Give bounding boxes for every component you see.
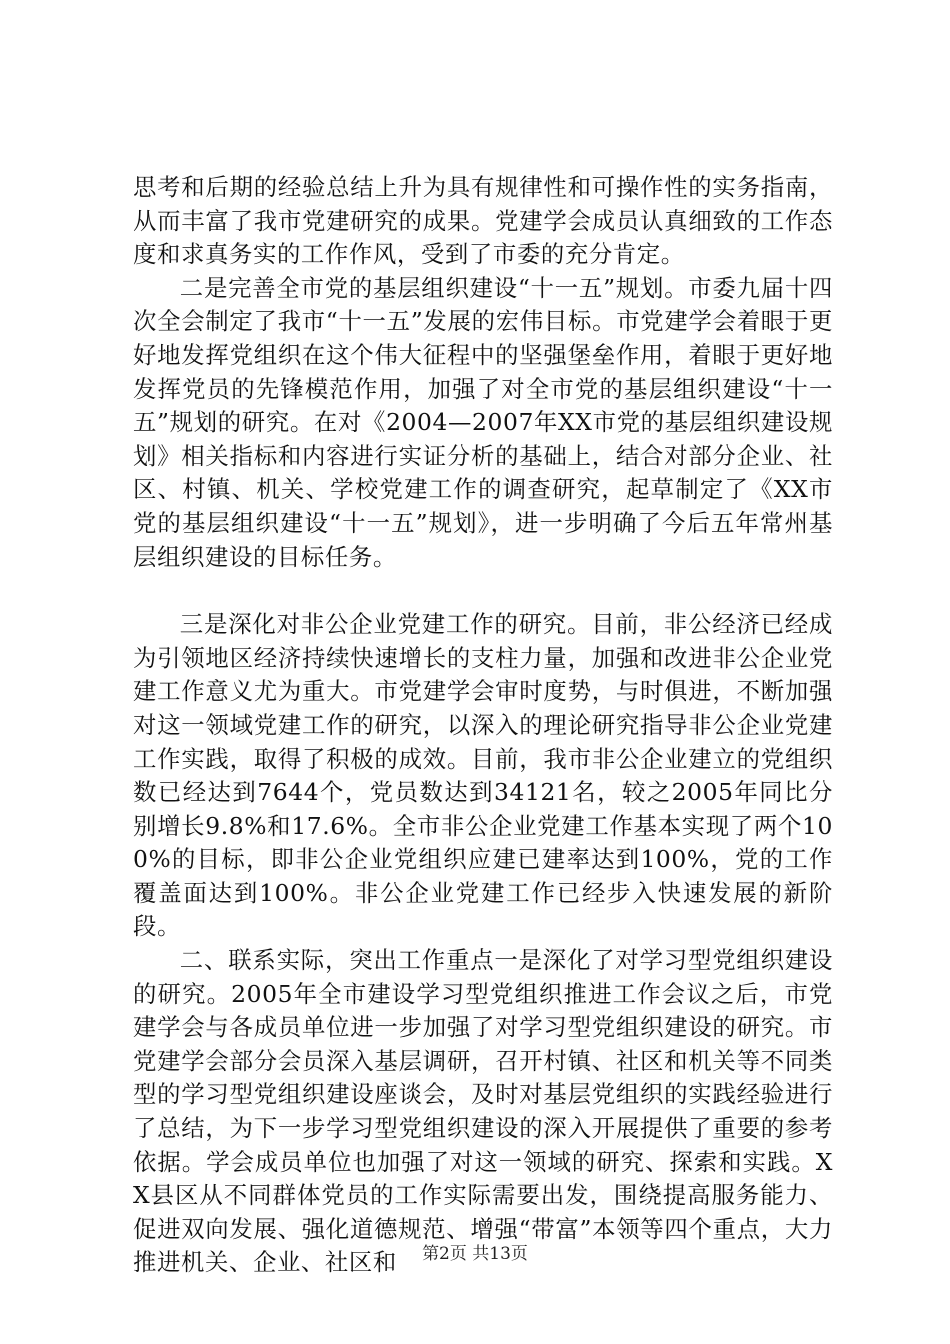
paragraph-gap [133,574,833,608]
document-body [133,171,833,1280]
paragraph-planning: 二是完善全市党的基层组织建设“十一五”规划。市委九届十四次全会制定了我市“十一五”发展的宏伟目标。市党建学会着眼于更好地发挥党组织在这个伟大征程中的坚强堡垒作用，着眼于更好地发挥党员的先锋模范作用，加强了对全市党的基层组织建设“十一五”规划的研究。在对《2004—2007年XX市党的基层组织建设规划》相关指标和内容进行实证分析的基础上，结合对部分企业、社区、村镇、机关、学校党建工作的调查研究，起草制定了《XX市党的基层组织建设“十一五”规划》，进一步明确了今后五年常州基层组织建设的目标任务。 [133,273,833,571]
paragraph-continuation: 思考和后期的经验总结上升为具有规律性和可操作性的实务指南，从而丰富了我市党建研究的成果。党建学会成员认真细致的工作态度和求真务实的工作作风，受到了市委的充分肯定。 [133,173,833,269]
paragraph-learning-organization: 二、联系实际，突出工作重点一是深化了对学习型党组织建设的研究。2005年全市建设学习型党组织推进工作会议之后，市党建学会与各成员单位进一步加强了对学习型党组织建设的研究。市党建学会部分会员深入基层调研，召开村镇、社区和机关等不同类型的学习型党组织建设座谈会，及时对基层党组织的实践经验进行了总结，为下一步学习型党组织建设的深入开展提供了重要的参考依据。学会成员单位也加强了对这一领域的研究、探索和实践。XX县区从不同群体党员的工作实际需要出发，围绕提高服务能力、促进双向发展、强化道德规范、增强“带富”本领等四个重点，大力推进机关、企业、社区和 [133,946,833,1277]
page-number-footer: 第2页 共13页 [422,1244,528,1264]
paragraph-non-public-enterprise: 三是深化对非公企业党建工作的研究。目前，非公经济已经成为引领地区经济持续快速增长的支柱力量，加强和改进非公企业党建工作意义尤为重大。市党建学会审时度势，与时俱进，不断加强对这一领域党建工作的研究，以深入的理论研究指导非公企业党建工作实践，取得了积极的成效。目前，我市非公企业建立的党组织数已经达到7644个，党员数达到34121名，较之2005年同比分别增长9.8%和17.6%。全市非公企业党建工作基本实现了两个100%的目标，即非公企业党组织应建已建率达到100%，党的工作覆盖面达到100%。非公企业党建工作已经步入快速发展的新阶段。 [133,610,833,941]
